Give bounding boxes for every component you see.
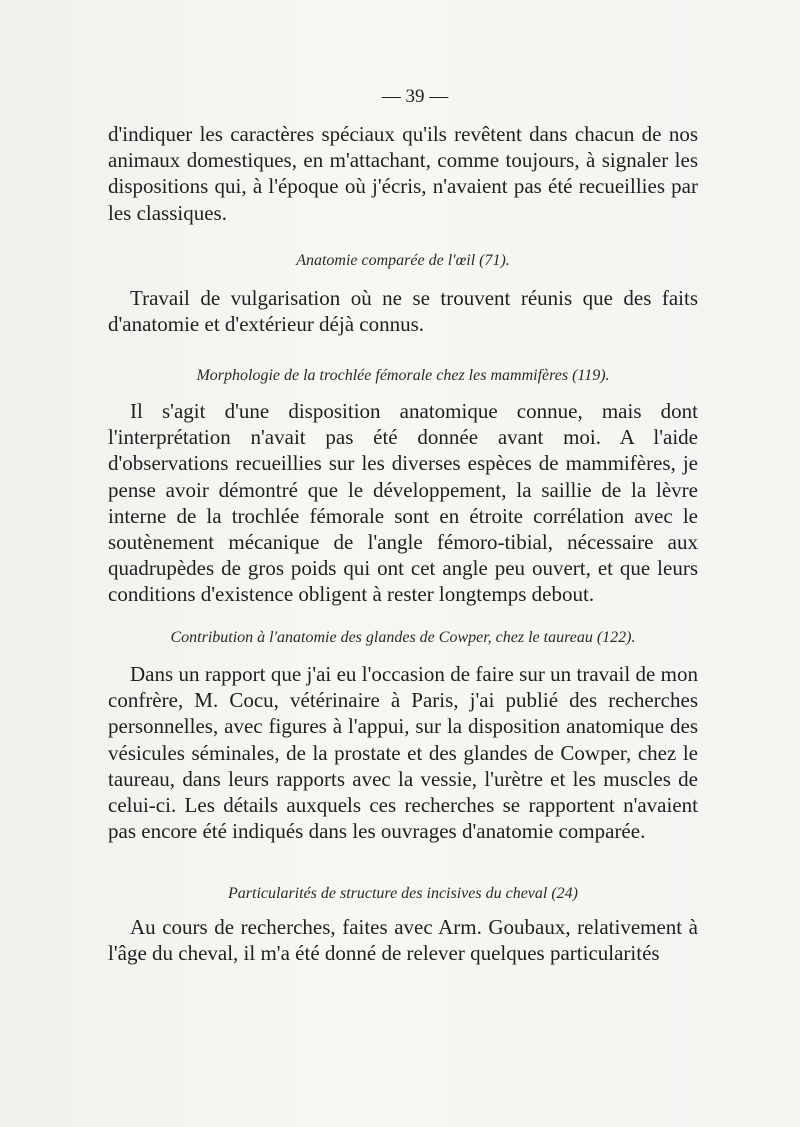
section-heading-trochlee: Morphologie de la trochlée fémorale chez les mammifères (119).	[196, 367, 610, 384]
section-body-oeil	[108, 285, 698, 337]
paragraph-text: Il s'agit d'une disposition anatomique connue, mais dont l'interprétation n'avait pas été donnée avant moi. A l'aide d'observations recueillies sur les diverses espèces de mammifères, je pense avoir démontré que le développement, la saillie de la lèvre interne de la trochlée fémorale sont en étroite corrélation avec le soutènement mécanique de l'angle fémoro-tibial, nécessaire aux quadrupèdes de gros poids qui ont cet angle peu ouvert, et que leurs conditions d'existence obligent à rester longtemps debout.	[108, 399, 698, 607]
section-heading-oeil: Anatomie comparée de l'œil (71).	[296, 252, 510, 269]
intro-paragraph	[108, 121, 698, 226]
section-body-cowper	[108, 661, 698, 844]
paragraph-text: Au cours de recherches, faites avec Arm. Goubaux, relativement à l'âge du cheval, il m'a été donné de relever quelques particularités	[108, 915, 698, 966]
paragraph-text: Travail de vulgarisation où ne se trouvent réunis que des faits d'anatomie et d'extérieur déjà connus.	[108, 286, 698, 337]
section-body-incisives	[108, 914, 698, 966]
paragraph-text: d'indiquer les caractères spéciaux qu'ils revêtent dans chacun de nos animaux domestiques, en m'attachant, comme toujours, à signaler les dispositions qui, à l'époque où j'écris, n'avaient pas été recueillies par les classiques.	[108, 122, 698, 225]
paragraph-text: Dans un rapport que j'ai eu l'occasion de faire sur un travail de mon confrère, M. Cocu, vétérinaire à Paris, j'ai publié des recherches personnelles, avec figures à l'appui, sur la disposition anatomique des vésicules séminales, de la prostate et des glandes de Cowper, chez le taureau, dans leurs rapports avec la vessie, l'urètre et les muscles de celui-ci. Les détails auxquels ces recherches se rapportent n'avaient pas encore été indiqués dans les ouvrages d'anatomie comparée.	[108, 662, 698, 844]
section-heading-cowper: Contribution à l'anatomie des glandes de Cowper, chez le taureau (122).	[170, 629, 636, 646]
section-body-trochlee	[108, 398, 698, 608]
page-number: — 39 —	[381, 86, 449, 107]
section-heading-incisives: Particularités de structure des incisives du cheval (24)	[228, 885, 578, 902]
